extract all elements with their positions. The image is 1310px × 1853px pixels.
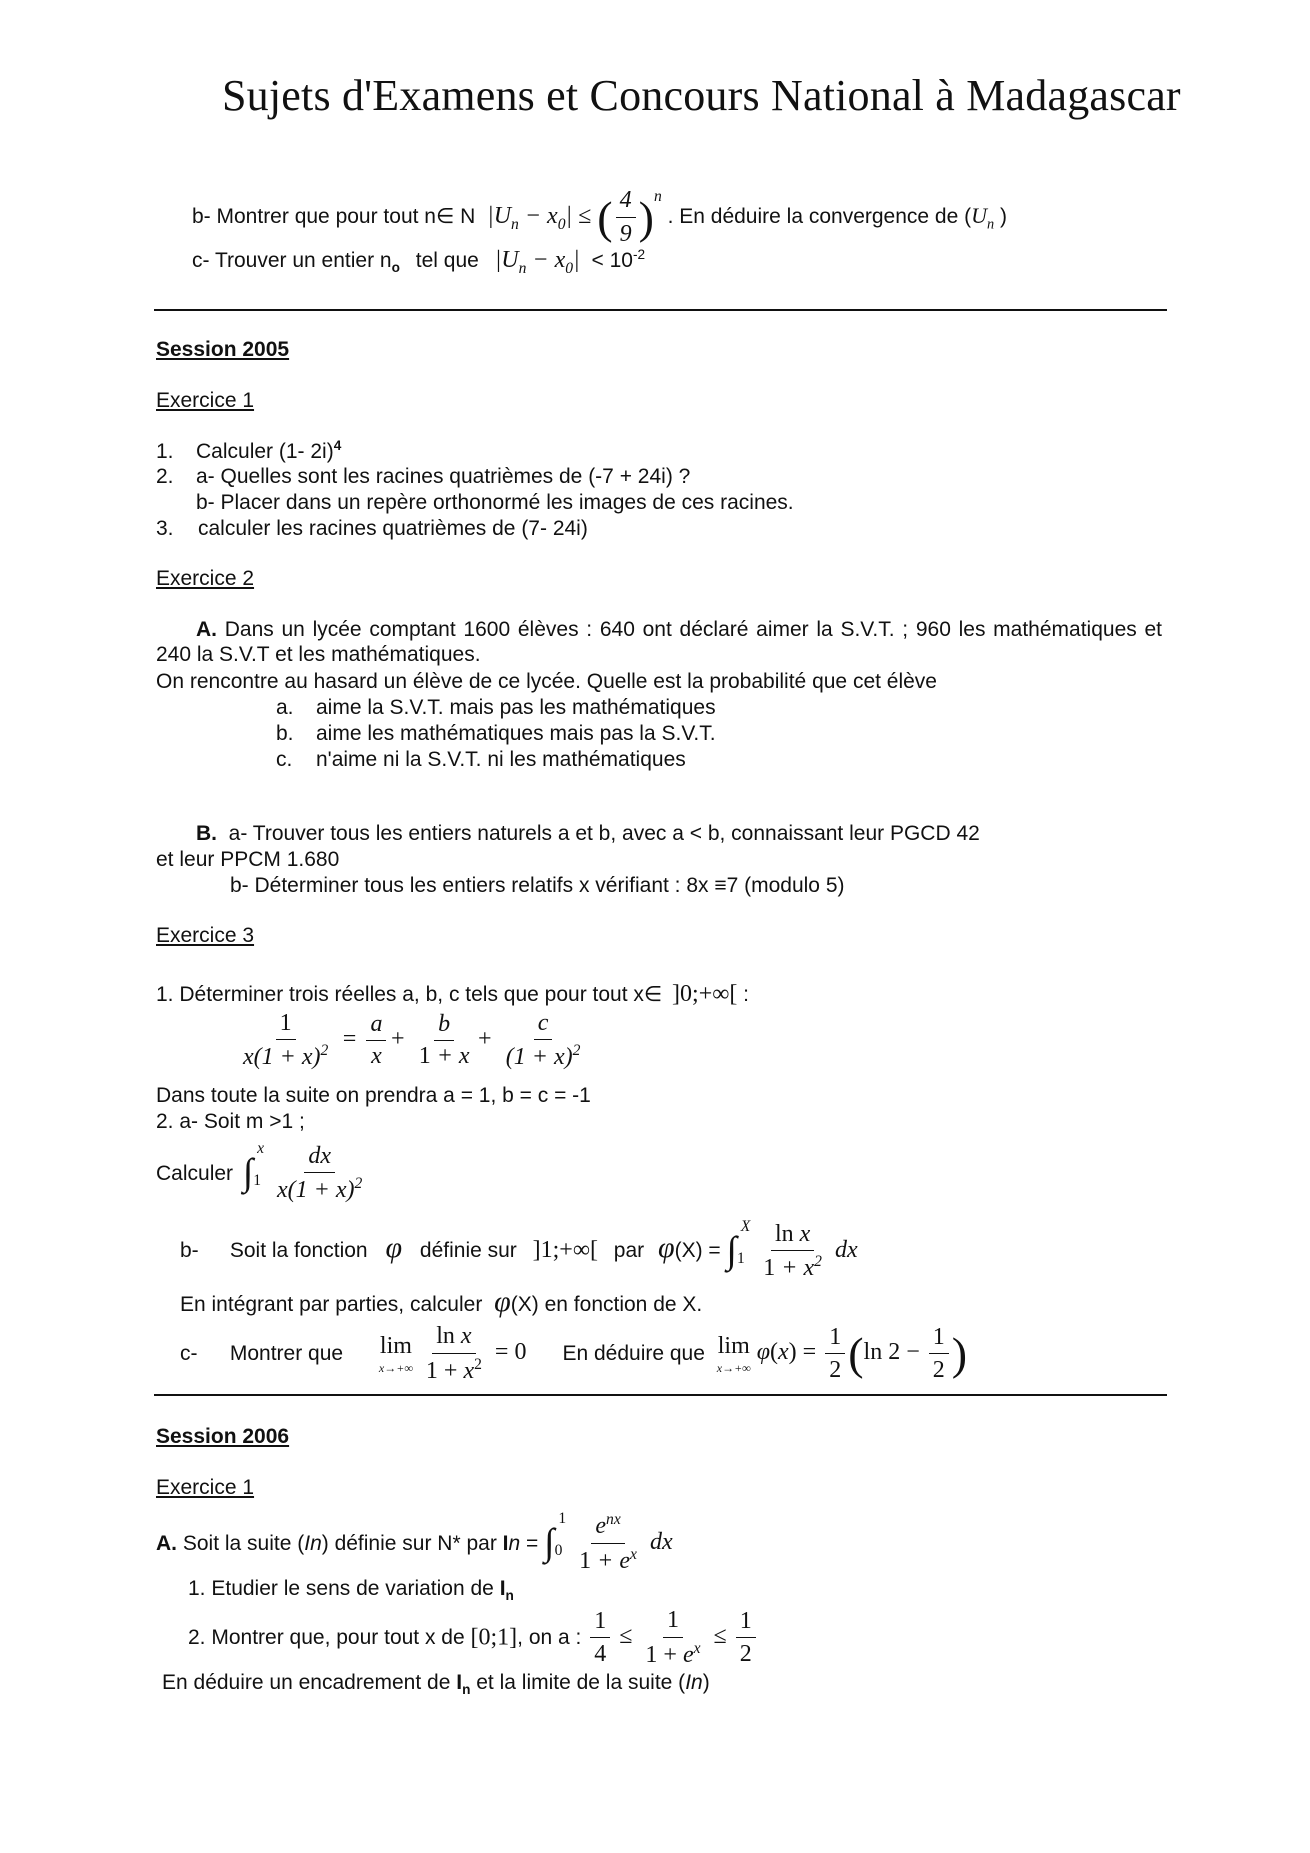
limit-formula-1: lim x→+∞ $\frac{\text{ln x}}{1 + x^2}$ = 0	[378, 1323, 533, 1384]
exercise-1-q2: 2. Montrer que, pour tout x de [0;1], on a : $\frac{1}{4}$ ≤ $\frac{1}{1 + e^x}$ ≤ $\frac{1}{2}$	[188, 1606, 759, 1670]
session-2006-title: Session 2006	[156, 1425, 290, 1448]
prev-question-b: b- Montrer que pour tout n∈ N $|U_n - x_0|$ ≤ ( $\frac{4}{9}$ )$^n$ . En déduire la convergence de ($U_n$ )	[192, 187, 1007, 247]
limit-formula-2: lim x→+∞ φ(x) = $\frac{1}{2}$ (ln 2 − $\frac{1}{2}$ )	[716, 1323, 968, 1384]
exercise-3-note: Dans toute la suite on prendra a = 1, b = c = -1	[156, 1084, 591, 1107]
exercise-2-part-b-b: b- Déterminer tous les entiers relatifs x vérifiant : 8x ≡7 (modulo 5)	[230, 874, 845, 897]
exercise-1-part-a: A. Soit la suite (In) définie sur N* par $In = \int_0^1$ $\frac{e^{nx}}{1 + e^x}$ dx	[156, 1510, 673, 1574]
section-divider	[154, 1394, 1167, 1396]
inequality-bounds: $\frac{1}{4}$ ≤ $\frac{1}{1 + e^x}$ ≤ $\frac{1}{2}$	[587, 1623, 758, 1649]
exercise-3-ipp: En intégrant par parties, calculer φ(X) en fonction de X.	[180, 1285, 703, 1318]
inequality-formula: $|U_n - x_0|$ ≤ ( $\frac{4}{9}$ )$^n$	[487, 187, 662, 247]
phi-integral: $\int_1^X$ $\frac{\text{ln x}}{1 + x^2}$ dx	[726, 1218, 858, 1282]
prev-question-c: c- Trouver un entier $n_o$ tel que $|U_n - x_0| < 10^{-2}$	[192, 247, 646, 277]
exercise-3-q1: 1. Déterminer trois réelles a, b, c tels que pour tout x∈ ]0;+∞[ :	[156, 981, 749, 1007]
partial-fraction-formula: $\frac{1}{x(1 + x)^2}$ = $\frac{a}{x}$ + $\frac{b}{1 + x}$ + $\frac{c}{(1 + x)^2}$	[243, 1010, 581, 1070]
list-item: a. aime la S.V.T. mais pas les mathématiques	[276, 696, 716, 719]
exercise-3-qb: b- Soit la fonction φ définie sur ]1;+∞[ par $\varphi(X) = \int_1^X$ $\frac{\text{ln x}}{1 + x^2}$ dx	[180, 1218, 858, 1282]
exercise-3-qc: c- Montrer que lim x→+∞ $\frac{\text{ln x}}{1 + x^2}$ = 0 En déduire que lim x→+∞ φ(x) = $\frac{1}{2}$ (ln 2 − $\frac{1}{2}$ )	[180, 1323, 968, 1384]
list-item: 1. Calculer (1- 2i)$^4$	[156, 438, 342, 463]
exercise-1-title: Exercice 1	[156, 389, 255, 412]
list-item: 2. a- Quelles sont les racines quatrièmes de (-7 + 24i) ?	[156, 465, 691, 488]
page-title: Sujets d'Examens et Concours National à Madagascar	[222, 71, 1181, 120]
exercise-1-q1: 1. Etudier le sens de variation de $I_n$	[188, 1577, 514, 1604]
exercise-3-q2a: 2. a- Soit m >1 ;	[156, 1110, 305, 1133]
exercise-2-part-a: A. Dans un lycée comptant 1600 élèves : 640 ont déclaré aimer la S.V.T. ; 960 les mathématiques et 240 la S.V.T et les mathématiques.	[156, 618, 1162, 667]
list-item: 3. calculer les racines quatrièmes de (7- 24i)	[156, 517, 588, 540]
exercise-2-part-b-cont: et leur PPCM 1.680	[156, 848, 340, 871]
exercise-3-calc: Calculer $\int_1^x$ $\frac{dx}{x(1 + x)^2}$	[156, 1140, 369, 1205]
list-item: c. n'aime ni la S.V.T. ni les mathématiques	[276, 748, 686, 771]
exercise-3-title: Exercice 3	[156, 924, 255, 947]
section-divider	[154, 309, 1167, 311]
exercise-2-title: Exercice 2	[156, 567, 255, 590]
session-2005-title: Session 2005	[156, 338, 290, 361]
list-item: b. aime les mathématiques mais pas la S.V.T.	[276, 722, 716, 745]
exercise-2-part-b: B. a- Trouver tous les entiers naturels a et b, avec a < b, connaissant leur PGCD 42	[196, 822, 980, 845]
list-item: b- Placer dans un repère orthonormé les images de ces racines.	[196, 491, 794, 514]
exercise-1-deduce: En déduire un encadrement de $I_n$ et la limite de la suite (In)	[162, 1671, 710, 1698]
exercise-2-question: On rencontre au hasard un élève de ce lycée. Quelle est la probabilité que cet élève	[156, 670, 937, 693]
integral-in: $\int_0^1$ $\frac{e^{nx}}{1 + e^x}$ dx	[544, 1510, 673, 1574]
integral-formula: $\int_1^x$ $\frac{dx}{x(1 + x)^2}$	[242, 1140, 363, 1204]
exercise-1-title: Exercice 1	[156, 1476, 255, 1499]
